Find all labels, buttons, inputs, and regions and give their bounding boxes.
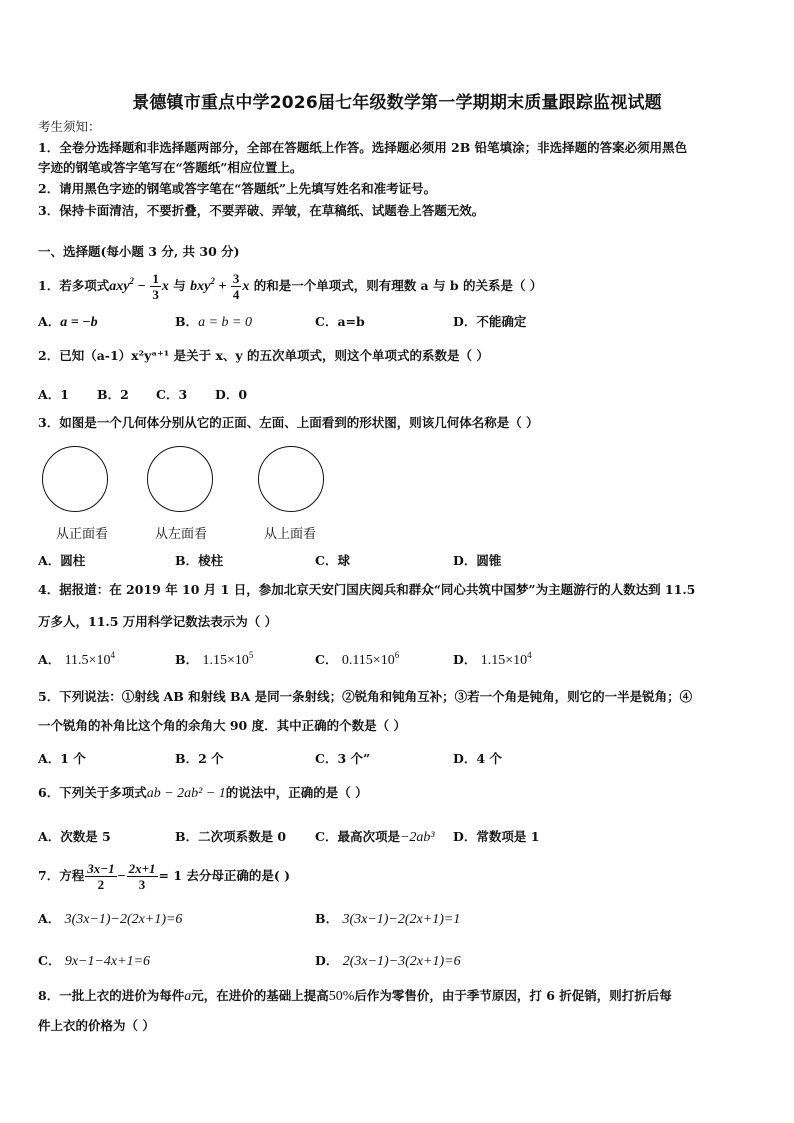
q1-option-c[interactable]: C．a=b [315, 314, 365, 329]
q5-option-c[interactable]: C．3 个” [315, 751, 371, 766]
q2-option-a[interactable]: A．1 [38, 387, 69, 402]
q7-frac-1: $\frac{3x-1}{2}$ [87, 861, 115, 892]
q1-suffix: 的和是一个单项式，则有理数 a 与 b 的关系是（ ） [253, 278, 543, 293]
q3-option-c[interactable]: C．球 [315, 553, 350, 568]
caption-left-view: 从左面看 [155, 527, 208, 542]
q2-option-b[interactable]: B．2 [97, 387, 129, 402]
q1-mid: 与 [173, 278, 186, 293]
top-view-circle [258, 446, 324, 512]
q3-option-a[interactable]: A．圆柱 [38, 553, 86, 568]
q1-expr-1: axy$^2$ − [109, 276, 150, 294]
q7-option-a[interactable]: A． 3(3x−1)−2(2x+1)=6 [38, 911, 183, 927]
left-view-circle [147, 446, 213, 512]
q2-option-c[interactable]: C．3 [156, 387, 188, 402]
q7-option-b[interactable]: B． 3(3x−1)−2(2x+1)=1 [315, 911, 461, 927]
q5-option-d[interactable]: D．4 个 [453, 751, 502, 766]
q3-option-d[interactable]: D．圆锥 [453, 553, 502, 568]
q6-option-b[interactable]: B．二次项系数是 0 [175, 829, 287, 844]
notice-item-2: 2．请用黑色字迹的钢笔或答字笔在“答题纸”上先填写姓名和准考证号。 [38, 181, 437, 196]
notice-heading: 考生须知： [38, 119, 101, 134]
question-4-line-1: 4．据报道：在 2019 年 10 月 1 日，参加北京天安门国庆阅兵和群众“同心共筑中国梦”为主题游行的人数达到 11.5 [38, 582, 696, 597]
question-4-line-2: 万多人，11.5 万用科学记数法表示为（ ） [38, 614, 278, 629]
question-5-line-1: 5．下列说法：①射线 AB 和射线 BA 是同一条射线；②锐角和钝角互补；③若一个角是钝角，则它的一半是锐角；④ [38, 689, 693, 704]
question-6: 6．下列关于多项式ab − 2ab² − 1的说法中，正确的是（ ） [38, 785, 368, 801]
q6-option-c[interactable]: C．最高次项是−2ab³ [315, 829, 435, 845]
caption-top-view: 从上面看 [264, 527, 317, 542]
q1-frac-1: $\frac{1}{3}$ [152, 271, 159, 302]
notice-item-1: 1．全卷分选择题和非选择题两部分，全部在答题纸上作答。选择题必须用 2B 铅笔填涂；非选择题的答案必须用黑色 [38, 140, 688, 155]
front-view-circle [42, 446, 108, 512]
question-8-line-1: 8．一批上衣的进价为每件a元，在进价的基础上提高50%后作为零售价，由于季节原因，打 6 折促销，则打折后每 [38, 988, 672, 1004]
q2-option-d[interactable]: D．0 [215, 387, 248, 402]
page-title: 景德镇市重点中学2026届七年级数学第一学期期末质量跟踪监视试题 [132, 93, 662, 113]
q4-option-a[interactable]: A． $11.5\times 10^4$ [38, 650, 115, 668]
q7-frac-2: $\frac{2x+1}{3}$ [128, 861, 156, 892]
q1-frac-2: $\frac{3}{4}$ [232, 271, 240, 302]
caption-front-view: 从正面看 [56, 527, 109, 542]
question-5-line-2: 一个锐角的补角比这个角的余角大 90 度．其中正确的个数是（ ） [38, 718, 406, 733]
q4-option-d[interactable]: D． $1.15\times 10^4$ [453, 650, 532, 668]
q6-expr: ab − 2ab² − 1 [146, 786, 226, 801]
q5-option-b[interactable]: B．2 个 [175, 751, 224, 766]
q1-prefix: 1．若多项式 [38, 278, 110, 293]
q3-option-b[interactable]: B．棱柱 [175, 553, 224, 568]
q1-option-b[interactable]: B．a = b = 0 [175, 314, 252, 330]
section-heading: 一、选择题(每小题 3 分, 共 30 分) [38, 244, 240, 259]
q5-option-a[interactable]: A．1 个 [38, 751, 86, 766]
question-2: 2．已知（a-1）x²yᵃ⁺¹ 是关于 x、y 的五次单项式，则这个单项式的系数是（ ） [38, 348, 489, 363]
q4-option-b[interactable]: B． $1.15\times 10^5$ [175, 650, 254, 668]
q7-option-c[interactable]: C． 9x−1−4x+1=6 [38, 953, 151, 969]
question-8-line-2: 件上衣的价格为（ ） [38, 1018, 155, 1033]
notice-item-1-cont: 字迹的钢笔或答字笔写在“答题纸”相应位置上。 [38, 160, 303, 175]
q1-option-d[interactable]: D．不能确定 [453, 314, 527, 329]
question-7: 7．方程 $\frac{3x-1}{2}$ − $\frac{2x+1}{3}$ = 1 去分母正确的是( ) [38, 861, 291, 892]
question-1: 1．若多项式axy$^2$ − $\frac{1}{3}$ x 与 bxy$^2$ + $\frac{3}{4}$ x 的和是一个单项式，则有理数 a 与 b 的关系是（ ） [38, 271, 543, 302]
q6-option-a[interactable]: A．次数是 5 [38, 829, 111, 844]
q1-expr-2: bxy$^2$ + [190, 276, 230, 294]
question-3: 3．如图是一个几何体分别从它的正面、左面、上面看到的形状图，则该几何体名称是（ ） [38, 415, 539, 430]
notice-item-3: 3．保持卡面清洁，不要折叠，不要弄破、弄皱，在草稿纸、试题卷上答题无效。 [38, 203, 485, 218]
q1-option-a[interactable]: A．a = −b [38, 314, 98, 330]
q4-option-c[interactable]: C． $0.115\times 10^6$ [315, 650, 400, 668]
q6-option-d[interactable]: D．常数项是 1 [453, 829, 540, 844]
q7-option-d[interactable]: D． 2(3x−1)−3(2x+1)=6 [315, 953, 461, 969]
